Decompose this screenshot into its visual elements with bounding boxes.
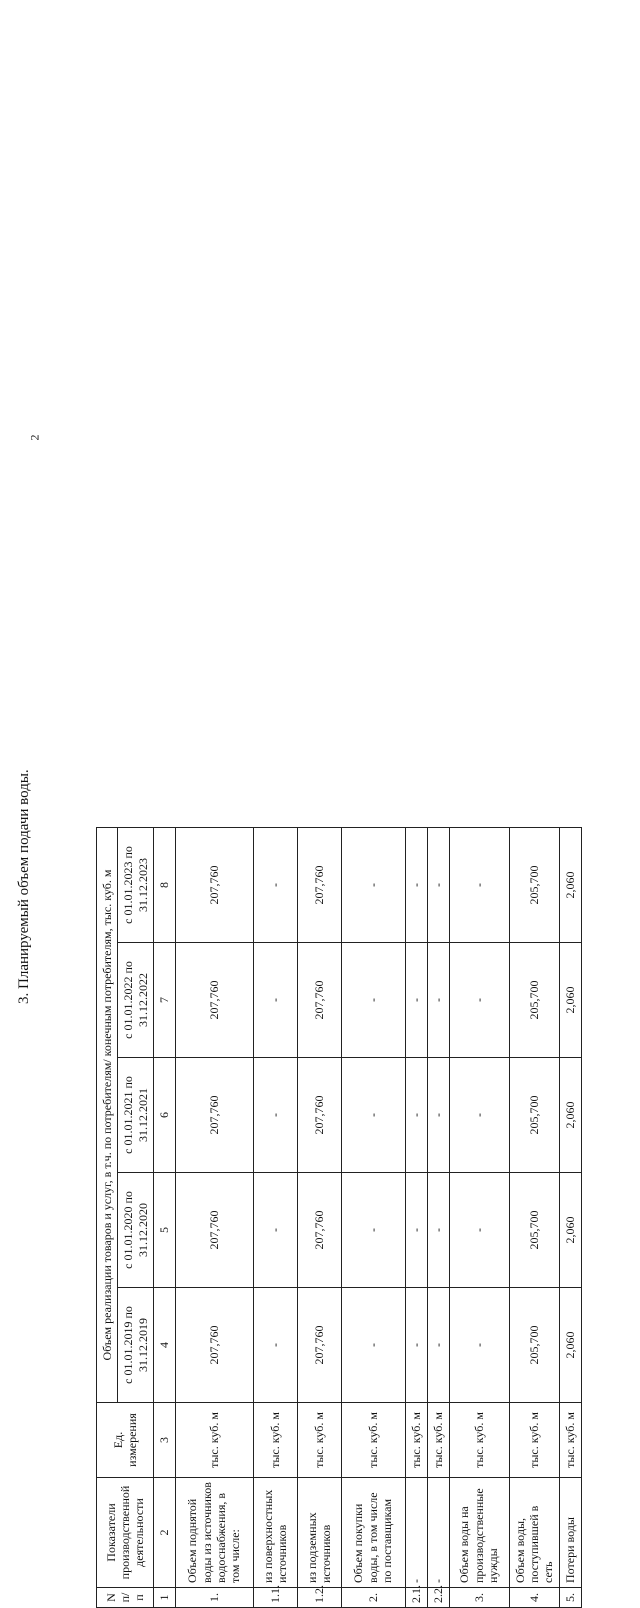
table-row	[405, 828, 427, 1608]
row-number: 1.1.	[253, 1588, 297, 1608]
table-body	[175, 828, 581, 1608]
row-value: -	[449, 1288, 509, 1403]
row-value: -	[405, 943, 427, 1058]
row-value: -	[253, 1058, 297, 1173]
row-unit: тыс. куб. м	[559, 1403, 581, 1478]
row-unit: тыс. куб. м	[341, 1403, 405, 1478]
header-period: с 01.01.2019 по 31.12.2019	[118, 1288, 154, 1403]
row-value: -	[449, 1058, 509, 1173]
table-row	[175, 828, 253, 1608]
header-n: N п/п	[97, 1588, 154, 1608]
row-value: -	[449, 943, 509, 1058]
row-value: 207,760	[175, 1288, 253, 1403]
table-row	[449, 828, 509, 1608]
row-value: -	[341, 943, 405, 1058]
row-value: -	[341, 1058, 405, 1173]
row-unit: тыс. куб. м	[509, 1403, 559, 1478]
row-indicator: из поверхностных источников	[253, 1478, 297, 1588]
col-number: 3	[154, 1403, 175, 1478]
row-indicator: Объем покупки воды, в том числе по поставщикам	[341, 1478, 405, 1588]
row-indicator: Объем поднятой воды из источников водоснабжения, в том числе:	[175, 1478, 253, 1588]
column-number-row	[154, 828, 175, 1608]
header-period: с 01.01.2021 по 31.12.2021	[118, 1058, 154, 1173]
row-unit: тыс. куб. м	[405, 1403, 427, 1478]
water-supply-table	[96, 827, 582, 1608]
table-row	[297, 828, 341, 1608]
header-indicator: Показатели производственной деятельности	[97, 1478, 154, 1588]
row-value: 2,060	[559, 828, 581, 943]
row-indicator: Объем воды на производственные нужды	[449, 1478, 509, 1588]
row-indicator: -	[405, 1478, 427, 1588]
row-number: 5.	[559, 1588, 581, 1608]
page-number: 2	[27, 434, 42, 441]
row-value: 205,700	[509, 1288, 559, 1403]
col-number: 4	[154, 1288, 175, 1403]
row-value: -	[253, 943, 297, 1058]
row-number: 2.1.	[405, 1588, 427, 1608]
row-indicator: -	[427, 1478, 449, 1588]
row-indicator: из подземных источников	[297, 1478, 341, 1588]
row-value: 207,760	[297, 943, 341, 1058]
header-row	[97, 828, 118, 1608]
col-number: 8	[154, 828, 175, 943]
row-value: -	[253, 1288, 297, 1403]
row-value: -	[405, 1288, 427, 1403]
col-number: 7	[154, 943, 175, 1058]
row-value: -	[427, 1058, 449, 1173]
row-unit: тыс. куб. м	[449, 1403, 509, 1478]
col-number: 5	[154, 1173, 175, 1288]
table-row	[427, 828, 449, 1608]
row-unit: тыс. куб. м	[175, 1403, 253, 1478]
row-value: -	[449, 828, 509, 943]
col-number: 1	[154, 1588, 175, 1608]
row-value: 207,760	[297, 1173, 341, 1288]
row-value: 207,760	[297, 1288, 341, 1403]
row-value: 207,760	[175, 1058, 253, 1173]
col-number: 6	[154, 1058, 175, 1173]
row-number: 1.2.	[297, 1588, 341, 1608]
row-value: -	[341, 828, 405, 943]
row-value: 207,760	[297, 1058, 341, 1173]
row-number: 1.	[175, 1588, 253, 1608]
header-period: с 01.01.2023 по 31.12.2023	[118, 828, 154, 943]
table-row	[253, 828, 297, 1608]
row-value: 207,760	[175, 1173, 253, 1288]
row-number: 4.	[509, 1588, 559, 1608]
row-value: -	[427, 1173, 449, 1288]
row-number: 2.2.	[427, 1588, 449, 1608]
table-row	[559, 828, 581, 1608]
row-value: -	[427, 1288, 449, 1403]
row-indicator: Объем воды, поступившей в сеть	[509, 1478, 559, 1588]
row-indicator: Потери воды	[559, 1478, 581, 1588]
header-unit: Ед. измерения	[97, 1403, 154, 1478]
row-value: 205,700	[509, 1058, 559, 1173]
water-supply-table-wrapper	[96, 828, 578, 1608]
table-row	[341, 828, 405, 1608]
row-value: -	[427, 828, 449, 943]
header-period: с 01.01.2022 по 31.12.2022	[118, 943, 154, 1058]
row-value: -	[405, 1058, 427, 1173]
row-value: -	[253, 1173, 297, 1288]
row-number: 3.	[449, 1588, 509, 1608]
row-unit: тыс. куб. м	[253, 1403, 297, 1478]
header-volume-group: Объем реализации товаров и услуг, в т.ч. по потребителям/ конечным потребителям, тыс. куб. м	[97, 828, 118, 1403]
row-value: 207,760	[175, 828, 253, 943]
row-value: 2,060	[559, 1288, 581, 1403]
header-period: с 01.01.2020 по 31.12.2020	[118, 1173, 154, 1288]
row-value: 2,060	[559, 943, 581, 1058]
row-unit: тыс. куб. м	[297, 1403, 341, 1478]
row-value: 2,060	[559, 1058, 581, 1173]
table-row	[509, 828, 559, 1608]
row-value: -	[405, 1173, 427, 1288]
col-number: 2	[154, 1478, 175, 1588]
row-number: 2.	[341, 1588, 405, 1608]
row-value: 205,700	[509, 1173, 559, 1288]
row-value: 207,760	[297, 828, 341, 943]
row-unit: тыс. куб. м	[427, 1403, 449, 1478]
row-value: -	[427, 943, 449, 1058]
row-value: -	[405, 828, 427, 943]
row-value: 205,700	[509, 828, 559, 943]
row-value: -	[253, 828, 297, 943]
row-value: -	[449, 1173, 509, 1288]
row-value: 207,760	[175, 943, 253, 1058]
row-value: 2,060	[559, 1173, 581, 1288]
section-title: 3. Планируемый объем подачи воды.	[16, 769, 32, 1004]
row-value: -	[341, 1173, 405, 1288]
row-value: -	[341, 1288, 405, 1403]
row-value: 205,700	[509, 943, 559, 1058]
